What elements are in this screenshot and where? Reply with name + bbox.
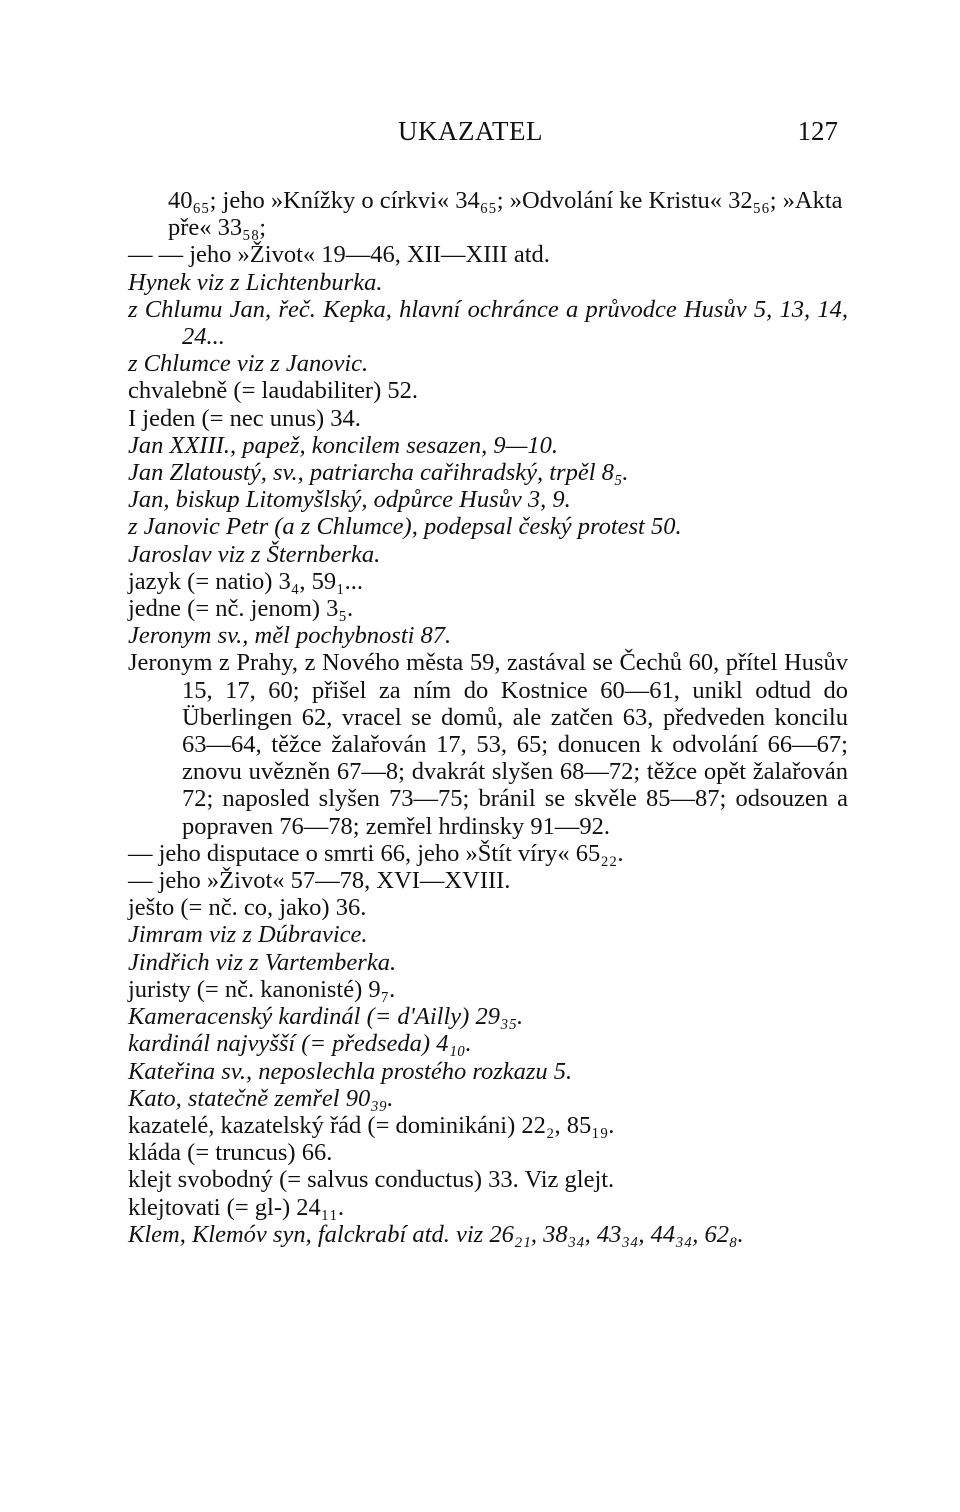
index-entry: z Janovic Petr (a z Chlumce), podepsal český protest 50. [128,513,682,541]
page-number: 127 [797,116,838,146]
index-entries [128,187,848,1248]
index-entry: I jeden (= nec unus) 34. [128,404,361,432]
index-entry: Kato, statečně zemřel 90₃₉. [128,1084,394,1112]
index-entry: Jindřich viz z Vartemberka. [128,948,397,976]
index-entry: ješto (= nč. co, jako) 36. [128,894,367,922]
index-entry: chvalebně (= laudabiliter) 52. [128,377,419,405]
index-entry: 40₆₅; jeho »Knížky o církvi« 34₆₅; »Odvolání ke Kristu« 32₅₆; »Akta pře« 33₅₈; [168,187,843,242]
index-entry: Jeronym sv., měl pochybnosti 87. [128,622,452,650]
index-entry: jedne (= nč. jenom) 3₅. [128,595,354,623]
index-entry: juristy (= nč. kanonisté) 9₇. [128,975,396,1003]
index-entry: Jaroslav viz z Šternberka. [128,540,381,568]
index-entry: klejtovati (= gl-) 24₁₁. [128,1193,344,1221]
index-entry: Jeronym z Prahy, z Nového města 59, zastával se Čechů 60, přítel Husův 15, 17, 60; přišel za ním do Kostnice 60—61, unikl odtud do Überlingen 62, vracel se domů, ale zatčen 63, předveden koncilu 63—64, těžce žalařován 17, 53, 65; donucen k odvolání 66—67; znovu uvězněn 67—8; dvakrát slyšen 68—72; těžce opět žalařován 72; naposled slyšen 73—75; bránil se skvěle 85—87; odsouzen a popraven 76—78; zemřel hrdinsky 91—92. [128,649,848,840]
index-entry: Kateřina sv., neposlechla prostého rozkazu 5. [128,1057,573,1085]
index-entry: Kameracenský kardinál (= d'Ailly) 29₃₅. [128,1003,524,1031]
index-entry: klejt svobodný (= salvus conductus) 33. Viz glejt. [128,1166,615,1194]
index-entry: Klem, Klemóv syn, falckrabí atd. viz 26₂₁, 38₃₄, 43₃₄, 44₃₄, 62₈. [128,1220,744,1248]
running-title: UKAZATEL [398,116,543,146]
index-entry: kardinál najvyšší (= předseda) 4₁₀. [128,1030,472,1058]
index-entry: z Chlumce viz z Janovic. [128,350,369,378]
index-entry: — jeho »Život« 57—78, XVI—XVIII. [128,867,511,895]
index-entry: — — jeho »Život« 19—46, XII—XIII atd. [128,241,550,269]
index-entry: Jimram viz z Dúbravice. [128,921,368,949]
index-entry: Jan, biskup Litomyšlský, odpůrce Husův 3, 9. [128,486,571,514]
index-entry: z Chlumu Jan, řeč. Kepka, hlavní ochránce a průvodce Husův 5, 13, 14, 24... [128,295,848,351]
index-entry: — jeho disputace o smrti 66, jeho »Štít víry« 65₂₂. [128,839,624,867]
index-entry: kláda (= truncus) 66. [128,1139,333,1167]
index-entry: jazyk (= natio) 3₄, 59₁... [128,567,364,595]
index-entry: kazatelé, kazatelský řád (= dominikáni) 22₂, 85₁₉. [128,1111,615,1139]
index-entry: Jan Zlatoustý, sv., patriarcha cařihradský, trpěl 8₅. [128,459,629,487]
page-header [128,116,838,156]
index-entry: Hynek viz z Lichtenburka. [128,268,383,296]
index-entry: Jan XXIII., papež, koncilem sesazen, 9—10. [128,431,559,459]
